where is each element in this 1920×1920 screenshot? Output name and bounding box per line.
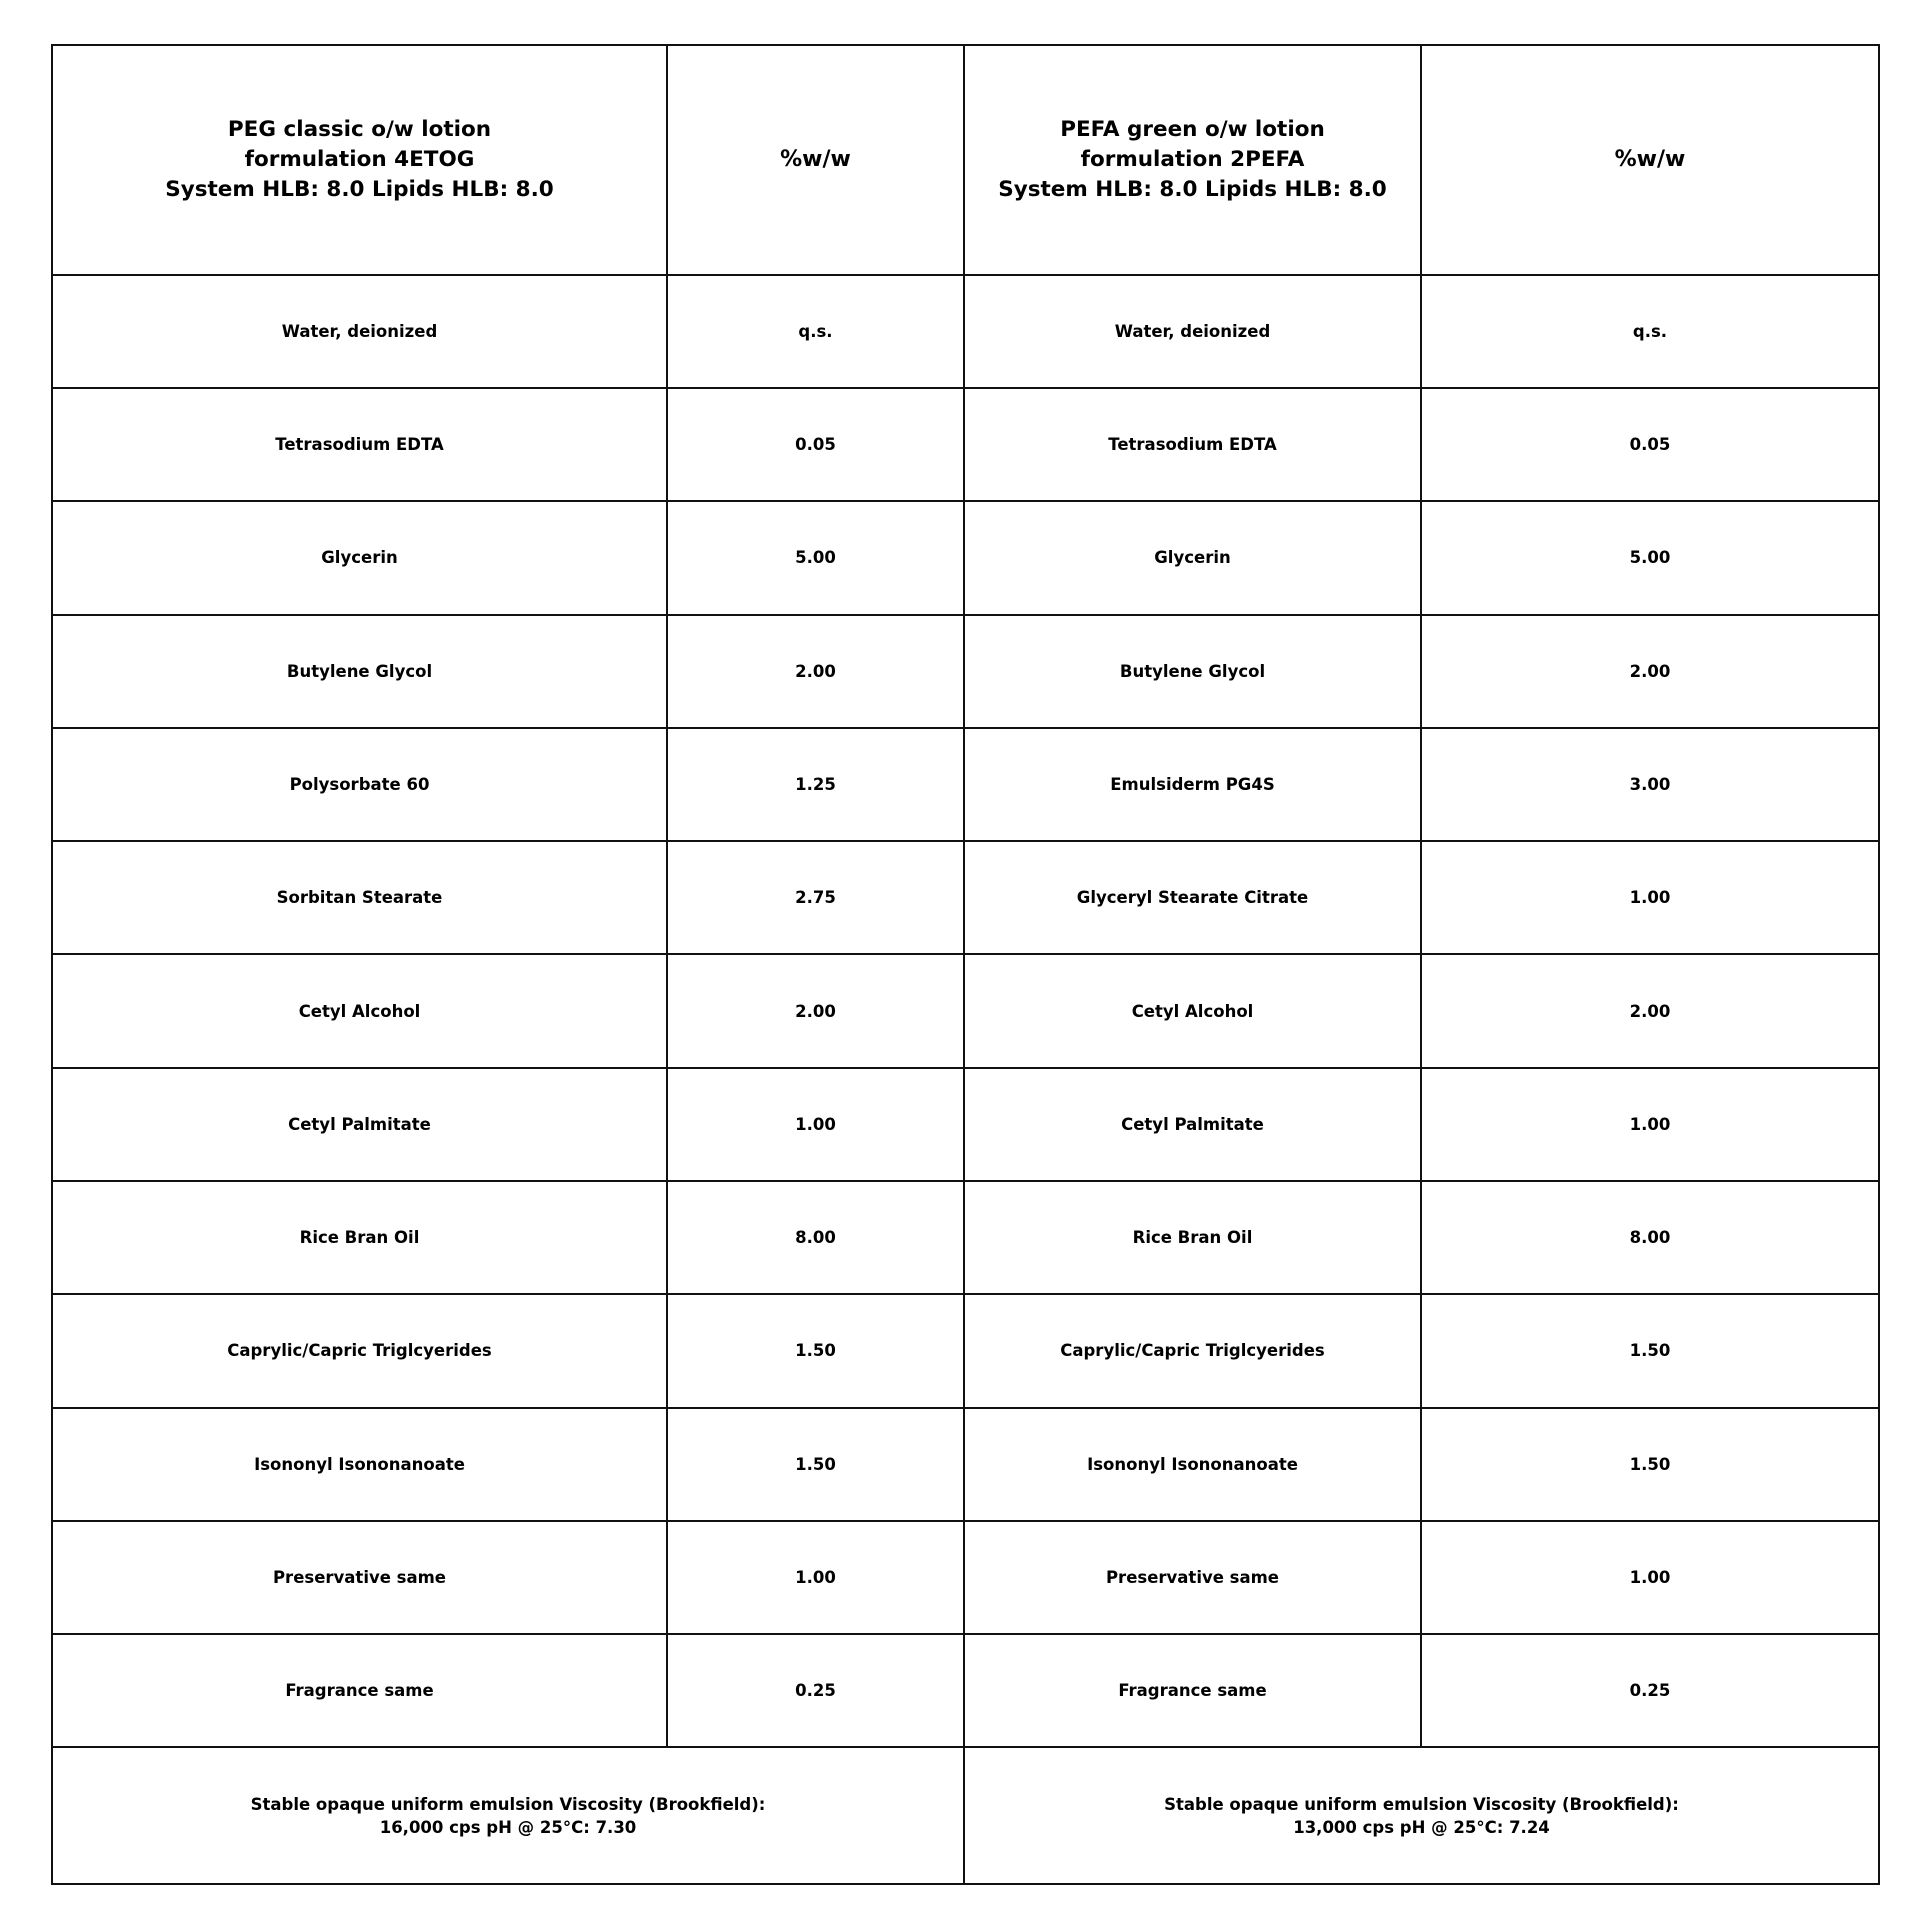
left-ingredient-percent: 1.50 [667, 1408, 964, 1521]
left-formulation-title [52, 45, 667, 275]
left-title-line: formulation 4ETOG [244, 146, 475, 172]
left-ingredient-percent: 1.50 [667, 1294, 964, 1407]
left-ingredient-percent: 2.00 [667, 615, 964, 728]
left-ingredient-percent: 2.75 [667, 841, 964, 954]
right-ingredient-name: Rice Bran Oil [964, 1181, 1421, 1294]
left-ingredient-percent: 1.00 [667, 1068, 964, 1181]
left-ingredient-name: Isononyl Isononanoate [52, 1408, 667, 1521]
ingredient-row [52, 1181, 1879, 1294]
right-title-line: formulation 2PEFA [1080, 146, 1305, 172]
left-unit-header: %w/w [667, 45, 964, 275]
right-ingredient-percent: q.s. [1421, 275, 1879, 388]
left-ingredient-name: Sorbitan Stearate [52, 841, 667, 954]
left-ingredient-name: Cetyl Alcohol [52, 954, 667, 1067]
header-row [52, 45, 1879, 275]
left-title-line: PEG classic o/w lotion [227, 116, 492, 142]
left-ingredient-name: Water, deionized [52, 275, 667, 388]
right-ingredient-name: Cetyl Alcohol [964, 954, 1421, 1067]
right-ingredient-percent: 1.00 [1421, 1521, 1879, 1634]
right-ingredient-percent: 1.00 [1421, 1068, 1879, 1181]
left-ingredient-name: Rice Bran Oil [52, 1181, 667, 1294]
right-title-line: PEFA green o/w lotion [1060, 116, 1325, 142]
left-ingredient-percent: q.s. [667, 275, 964, 388]
left-ingredient-percent: 1.25 [667, 728, 964, 841]
right-ingredient-name: Isononyl Isononanoate [964, 1408, 1421, 1521]
ingredient-row [52, 615, 1879, 728]
right-ingredient-percent: 0.25 [1421, 1634, 1879, 1747]
left-ingredient-name: Cetyl Palmitate [52, 1068, 667, 1181]
ingredient-row [52, 954, 1879, 1067]
right-ingredient-percent: 1.50 [1421, 1294, 1879, 1407]
right-ingredient-percent: 3.00 [1421, 728, 1879, 841]
right-ingredient-percent: 1.00 [1421, 841, 1879, 954]
ingredient-row [52, 841, 1879, 954]
left-ingredient-name: Polysorbate 60 [52, 728, 667, 841]
left-ingredient-percent: 2.00 [667, 954, 964, 1067]
ingredient-row [52, 1408, 1879, 1521]
ingredient-row [52, 388, 1879, 501]
right-ingredient-name: Fragrance same [964, 1634, 1421, 1747]
right-ingredient-percent: 1.50 [1421, 1408, 1879, 1521]
left-result-note [52, 1747, 964, 1884]
right-ingredient-percent: 5.00 [1421, 501, 1879, 614]
formulation-comparison-table [51, 44, 1880, 1885]
left-ingredient-name: Tetrasodium EDTA [52, 388, 667, 501]
right-ingredient-name: Glycerin [964, 501, 1421, 614]
left-ingredient-name: Fragrance same [52, 1634, 667, 1747]
left-ingredient-percent: 8.00 [667, 1181, 964, 1294]
footer-row [52, 1747, 1879, 1884]
right-ingredient-percent: 2.00 [1421, 615, 1879, 728]
ingredient-row [52, 1068, 1879, 1181]
left-result-text: Stable opaque uniform emulsion Viscosity (Brookfield): 16,000 cps pH @ 25°C: 7.30 [250, 1794, 766, 1837]
right-ingredient-name: Tetrasodium EDTA [964, 388, 1421, 501]
table-body [52, 45, 1879, 1884]
right-formulation-title [964, 45, 1421, 275]
right-result-note [964, 1747, 1879, 1884]
left-ingredient-name: Glycerin [52, 501, 667, 614]
right-result-text: Stable opaque uniform emulsion Viscosity (Brookfield): 13,000 cps pH @ 25°C: 7.24 [1164, 1794, 1679, 1837]
ingredient-row [52, 275, 1879, 388]
right-title-line: System HLB: 8.0 Lipids HLB: 8.0 [998, 176, 1387, 202]
right-ingredient-name: Emulsiderm PG4S [964, 728, 1421, 841]
ingredient-row [52, 1521, 1879, 1634]
right-ingredient-name: Caprylic/Capric Triglcyerides [964, 1294, 1421, 1407]
right-ingredient-name: Butylene Glycol [964, 615, 1421, 728]
right-ingredient-name: Glyceryl Stearate Citrate [964, 841, 1421, 954]
left-ingredient-percent: 1.00 [667, 1521, 964, 1634]
left-ingredient-percent: 0.25 [667, 1634, 964, 1747]
left-ingredient-name: Butylene Glycol [52, 615, 667, 728]
ingredient-row [52, 501, 1879, 614]
left-ingredient-name: Caprylic/Capric Triglcyerides [52, 1294, 667, 1407]
ingredient-row [52, 1294, 1879, 1407]
left-ingredient-percent: 5.00 [667, 501, 964, 614]
right-ingredient-percent: 0.05 [1421, 388, 1879, 501]
right-ingredient-percent: 8.00 [1421, 1181, 1879, 1294]
left-ingredient-percent: 0.05 [667, 388, 964, 501]
ingredient-row [52, 1634, 1879, 1747]
left-ingredient-name: Preservative same [52, 1521, 667, 1634]
right-ingredient-name: Cetyl Palmitate [964, 1068, 1421, 1181]
right-ingredient-percent: 2.00 [1421, 954, 1879, 1067]
right-ingredient-name: Preservative same [964, 1521, 1421, 1634]
right-ingredient-name: Water, deionized [964, 275, 1421, 388]
right-unit-header: %w/w [1421, 45, 1879, 275]
left-title-line: System HLB: 8.0 Lipids HLB: 8.0 [165, 176, 554, 202]
ingredient-row [52, 728, 1879, 841]
